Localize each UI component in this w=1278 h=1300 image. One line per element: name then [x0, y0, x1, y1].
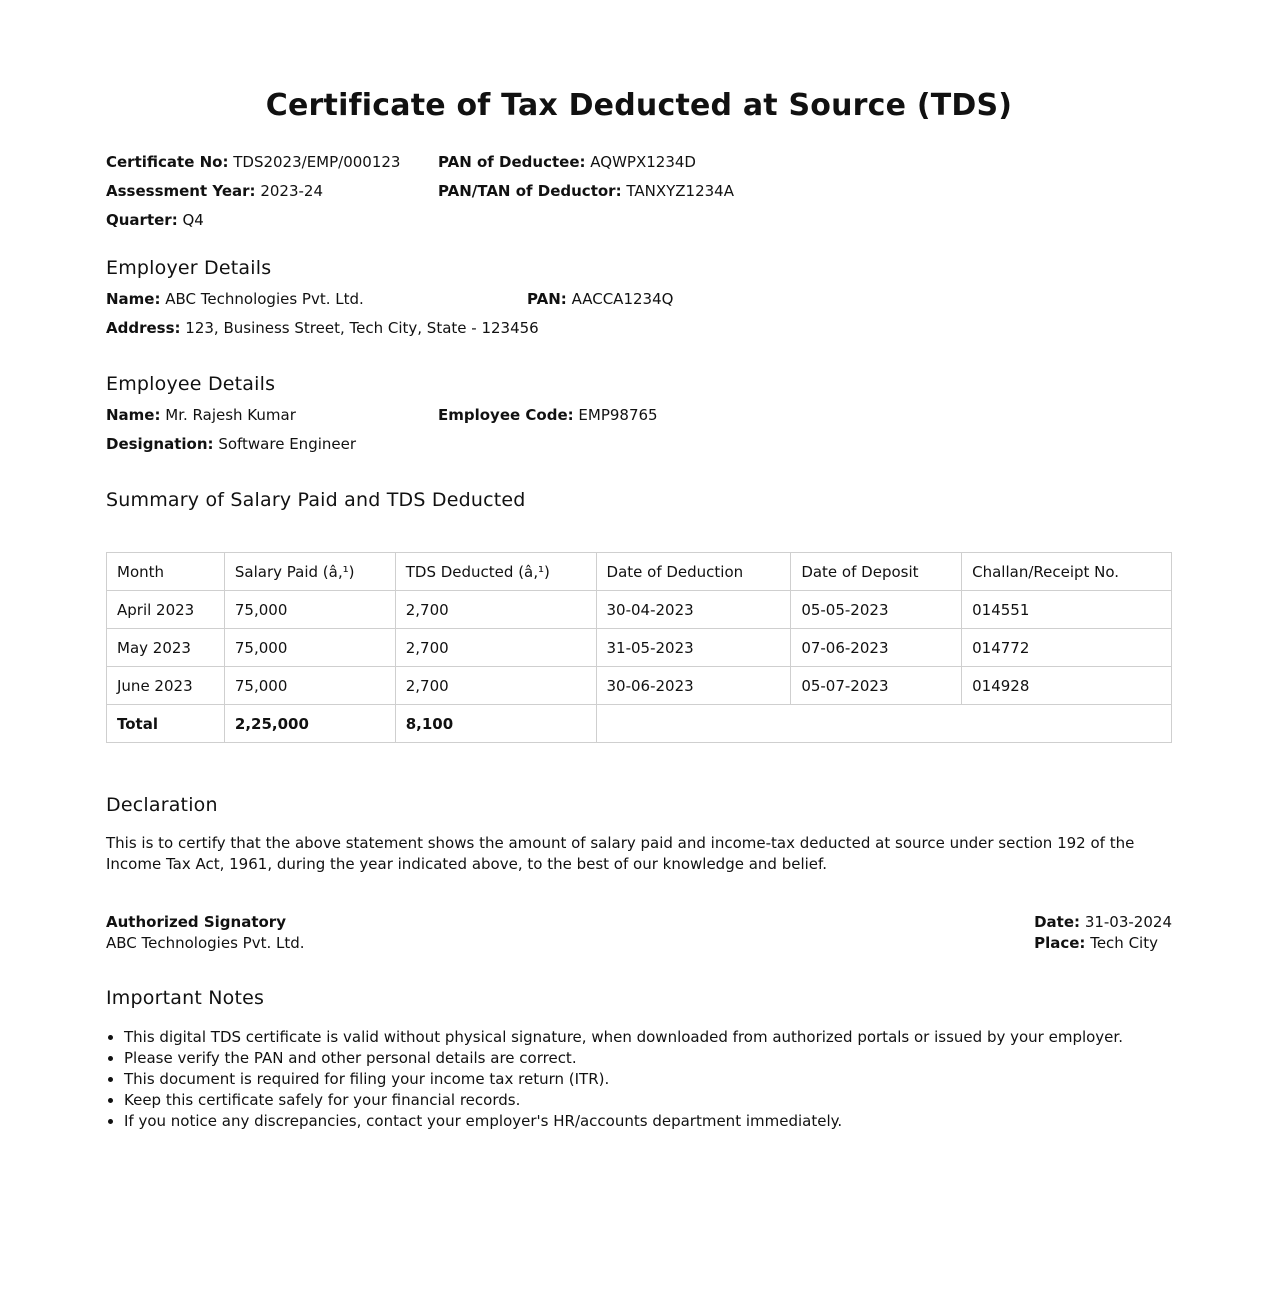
column-header: Month: [107, 553, 225, 591]
employee-code-label: Employee Code:: [438, 406, 574, 424]
list-item: • This document is required for filing your income tax return (ITR).: [124, 1069, 1184, 1090]
total-label: Total: [107, 705, 225, 743]
table-cell: 07-06-2023: [791, 629, 962, 667]
list-item: • This digital TDS certificate is valid without physical signature, when downloaded from authorized portals or issued by your employer.: [124, 1027, 1184, 1048]
assessment-year-value: 2023-24: [260, 182, 324, 200]
table-cell: 2,700: [395, 591, 596, 629]
column-header: Date of Deposit: [791, 553, 962, 591]
table-cell: 2,700: [395, 629, 596, 667]
table-cell: 31-05-2023: [596, 629, 791, 667]
employer-address-label: Address:: [106, 319, 181, 337]
signatory-block: [106, 912, 305, 954]
table-cell: 75,000: [224, 667, 395, 705]
quarter-label: Quarter:: [106, 211, 178, 229]
table-cell: 30-04-2023: [596, 591, 791, 629]
table-cell: 014551: [962, 591, 1172, 629]
employer-address-value: 123, Business Street, Tech City, State - 123456: [185, 319, 539, 337]
quarter: [106, 210, 204, 230]
signature-place-value: Tech City: [1090, 934, 1158, 952]
column-header: Challan/Receipt No.: [962, 553, 1172, 591]
pan-deductee: [438, 152, 696, 172]
employee-code: [438, 405, 658, 425]
quarter-value: Q4: [182, 211, 204, 229]
list-item: • Please verify the PAN and other personal details are correct.: [124, 1048, 1184, 1069]
summary-heading: Summary of Salary Paid and TDS Deducted: [106, 489, 526, 511]
employee-designation-value: Software Engineer: [218, 435, 357, 453]
assessment-year-label: Assessment Year:: [106, 182, 256, 200]
tan-deductor-value: TANXYZ1234A: [626, 182, 734, 200]
page-title: Certificate of Tax Deducted at Source (TDS): [265, 88, 1013, 123]
pan-deductee-value: AQWPX1234D: [590, 153, 696, 171]
signature-place: [1034, 933, 1172, 954]
signature-date-label: Date:: [1034, 913, 1081, 931]
tan-deductor: [438, 181, 734, 201]
declaration-text: This is to certify that the above statement shows the amount of salary paid and income-tax deducted at source under section 192 of the Income Tax Act, 1961, during the year indicated above, to the best of our knowledge and belief.: [106, 834, 1135, 873]
table-cell: 75,000: [224, 629, 395, 667]
employer-pan-value: AACCA1234Q: [571, 290, 674, 308]
signature-date: [1034, 912, 1172, 933]
employee-name-value: Mr. Rajesh Kumar: [165, 406, 296, 424]
table-row: [107, 629, 1172, 667]
table-row: [107, 591, 1172, 629]
signatory-label: Authorized Signatory: [106, 913, 286, 931]
notes-heading: Important Notes: [106, 987, 265, 1009]
employee-designation-label: Designation:: [106, 435, 214, 453]
tds-summary-table: [106, 552, 1172, 743]
table-cell: April 2023: [107, 591, 225, 629]
column-header: Date of Deduction: [596, 553, 791, 591]
declaration-heading: Declaration: [106, 794, 218, 816]
column-header: Salary Paid (â‚¹): [224, 553, 395, 591]
table-cell: 014928: [962, 667, 1172, 705]
employee-code-value: EMP98765: [578, 406, 658, 424]
employer-heading: Employer Details: [106, 257, 272, 279]
list-item: • Keep this certificate safely for your financial records.: [124, 1090, 1184, 1111]
table-header-row: [107, 553, 1172, 591]
employee-name: [106, 405, 296, 425]
list-item: • If you notice any discrepancies, contact your employer's HR/accounts department immediately.: [124, 1111, 1184, 1132]
employer-pan: [527, 289, 673, 309]
table-cell: 05-05-2023: [791, 591, 962, 629]
employer-name-value: ABC Technologies Pvt. Ltd.: [165, 290, 364, 308]
employee-heading: Employee Details: [106, 373, 276, 395]
pan-deductee-label: PAN of Deductee:: [438, 153, 586, 171]
table-cell: 75,000: [224, 591, 395, 629]
total-row: [107, 705, 1172, 743]
employer-name-label: Name:: [106, 290, 161, 308]
total-empty-cell: [596, 705, 1171, 743]
employer-address: [106, 318, 539, 338]
employee-name-label: Name:: [106, 406, 161, 424]
employer-name: [106, 289, 364, 309]
signatory-company: ABC Technologies Pvt. Ltd.: [106, 934, 305, 952]
table-cell: 05-07-2023: [791, 667, 962, 705]
table-cell: June 2023: [107, 667, 225, 705]
table-cell: 30-06-2023: [596, 667, 791, 705]
employee-designation: [106, 434, 356, 454]
table-cell: 2,700: [395, 667, 596, 705]
certificate-number-value: TDS2023/EMP/000123: [233, 153, 401, 171]
total-salary: 2,25,000: [224, 705, 395, 743]
employer-pan-label: PAN:: [527, 290, 567, 308]
certificate-number-label: Certificate No:: [106, 153, 229, 171]
tan-deductor-label: PAN/TAN of Deductor:: [438, 182, 622, 200]
certificate-number: [106, 152, 400, 172]
date-place-block: [1034, 912, 1172, 954]
column-header: TDS Deducted (â‚¹): [395, 553, 596, 591]
total-tds: 8,100: [395, 705, 596, 743]
table-row: [107, 667, 1172, 705]
signature-date-value: 31-03-2024: [1084, 913, 1172, 931]
table-cell: May 2023: [107, 629, 225, 667]
table-cell: 014772: [962, 629, 1172, 667]
notes-list: [106, 1027, 1184, 1132]
assessment-year: [106, 181, 323, 201]
signature-place-label: Place:: [1034, 934, 1086, 952]
